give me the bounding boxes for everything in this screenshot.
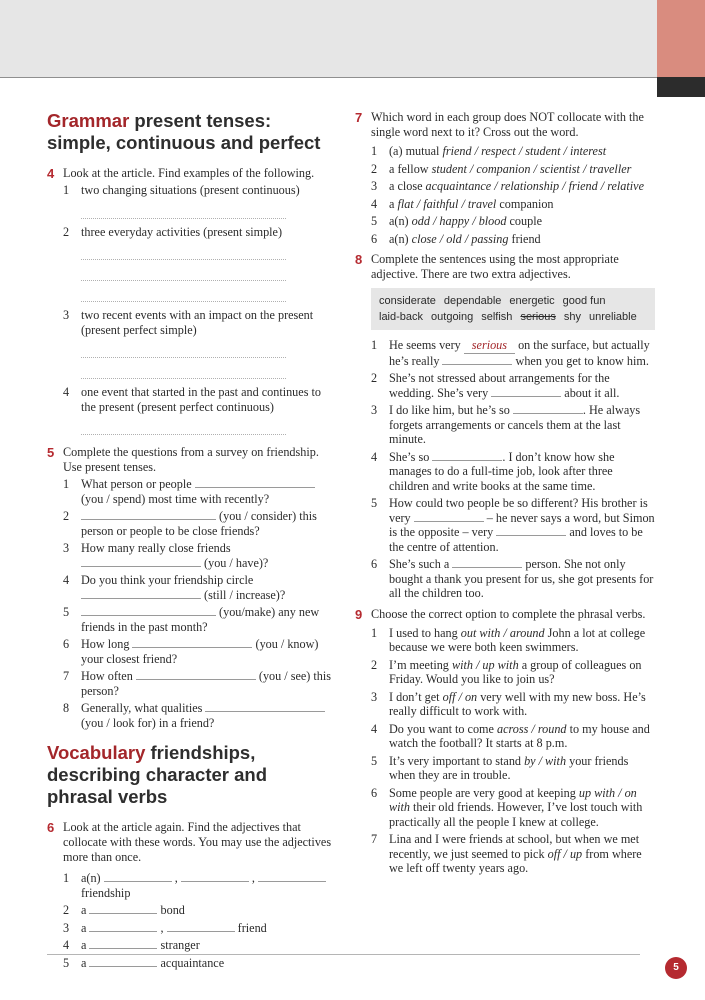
option-group[interactable]: flat / faithful / travel (397, 196, 497, 211)
item-text: a (389, 196, 398, 211)
item-text: Do you think your friendship circle (81, 573, 254, 587)
exercise-6 (47, 820, 337, 970)
vocabulary-heading-keyword: Vocabulary (47, 742, 146, 763)
word-box-word: shy (563, 311, 582, 323)
exercise-number: 5 (47, 445, 55, 460)
item-text: Some people are very good at keeping (389, 785, 579, 800)
item-text: a group of colleagues on Friday. Would you like to join us? (389, 657, 642, 686)
answer-blank[interactable] (81, 605, 216, 616)
exercise-5-list (63, 477, 337, 730)
item-number: 3 (371, 689, 378, 704)
word-box-word: energetic (509, 295, 555, 307)
item-text: He seems very (389, 338, 464, 352)
item-number: 4 (63, 938, 70, 952)
item-text: about it all. (561, 385, 620, 400)
list-item (371, 658, 655, 687)
list-item (63, 903, 337, 918)
page-number: 5 (665, 957, 687, 979)
item-text: three everyday activities (present simple) (81, 224, 283, 239)
item-text: and loves to be the centre of attention. (389, 525, 643, 554)
vocabulary-heading-topic: friendships, describing character and phrasal verbs (47, 742, 268, 807)
item-text: (a) mutual (389, 144, 443, 158)
answer-line[interactable] (81, 239, 286, 260)
list-item: 1 a(n) , , friendship (63, 871, 337, 900)
exercise-8-list (371, 338, 655, 601)
item-text: a fellow (389, 161, 432, 176)
exercise-4 (47, 166, 337, 435)
list-item (371, 197, 655, 212)
item-text: to my house and watch the football? It starts at 8 p.m. (389, 721, 650, 750)
item-text: acquaintance (160, 955, 225, 970)
exercise-5 (47, 445, 337, 730)
item-text: (you / consider) this person or people to be close friends? (81, 509, 317, 538)
list-item (371, 214, 655, 229)
list-item (63, 956, 337, 971)
item-number: 2 (63, 903, 70, 917)
list-item (63, 385, 337, 435)
item-number: 1 (371, 144, 378, 158)
word-box-word: outgoing (431, 311, 474, 323)
item-number: 2 (63, 509, 70, 523)
option-group[interactable]: by / with (524, 753, 567, 768)
item-number: 7 (63, 669, 70, 683)
option-group[interactable]: off / up (547, 846, 583, 861)
item-number: 8 (63, 701, 70, 715)
item-text: I do like him, but he’s so (389, 403, 513, 417)
option-group[interactable]: student / companion / scientist / traveller (431, 161, 632, 176)
list-item (371, 403, 655, 447)
item-text: from where we left off twenty years ago. (389, 846, 642, 875)
item-number: 1 (371, 625, 378, 640)
answer-blank[interactable] (81, 588, 201, 599)
word-box-word: unreliable (589, 311, 637, 323)
option-group[interactable]: with / up with (451, 657, 519, 672)
exercise-number: 9 (355, 606, 363, 622)
word-box-row (379, 309, 647, 325)
item-text: (you/make) any new friends in the past month? (81, 605, 320, 634)
answer-blank[interactable] (89, 956, 157, 967)
list-item (371, 162, 655, 177)
item-number: 6 (371, 557, 378, 571)
exercise-number: 7 (355, 110, 363, 125)
answer-blank[interactable] (513, 403, 583, 414)
item-text: (you / have)? (204, 555, 269, 570)
list-item (371, 338, 655, 368)
answer-blank[interactable] (81, 509, 216, 520)
item-number: 4 (63, 385, 70, 399)
answer-blank[interactable] (496, 525, 566, 536)
list-item (371, 786, 655, 830)
item-number: 4 (63, 573, 70, 587)
list-item (371, 179, 655, 194)
item-text: friend (508, 231, 541, 246)
item-text: – he never says a word, but Simon is the opposite – very (389, 510, 655, 539)
item-text: companion (496, 196, 554, 211)
item-text: a (81, 938, 87, 952)
item-text: How often (81, 669, 133, 683)
item-text: when you get to know him. (512, 353, 649, 368)
list-item: 3 a , friend (63, 920, 267, 935)
exercise-instruction: Choose the correct option to complete the phrasal verbs. (371, 606, 646, 621)
word-box-word: laid-back (379, 311, 424, 323)
answer-blank[interactable] (432, 450, 502, 461)
item-text: How long (81, 637, 130, 651)
item-text: Generally, what qualities (81, 701, 203, 715)
answer-line[interactable] (81, 358, 286, 379)
answer-blank[interactable] (89, 938, 157, 949)
exercise-number: 8 (355, 252, 363, 267)
option-group[interactable]: across / round (496, 721, 567, 736)
item-number: 3 (63, 541, 70, 555)
exercise-instruction: Which word in each group does NOT collocate with the single word next to it? Cross out the word. (371, 110, 644, 139)
item-text: How could two people be so different? His brother is very (389, 496, 648, 525)
list-item (63, 605, 337, 634)
item-text: (still / increase)? (204, 587, 286, 602)
exercise-9 (355, 607, 655, 876)
list-item (371, 450, 655, 494)
item-text: couple (506, 214, 543, 228)
item-text: stranger (160, 938, 200, 952)
word-box-word: good fun (562, 295, 606, 307)
item-number: 5 (371, 214, 378, 228)
exercise-instruction: Complete the sentences using the most appropriate adjective. There are two extra adjectives. (371, 252, 619, 281)
item-number: 4 (371, 721, 378, 736)
item-text: I don’t get (389, 689, 443, 704)
item-text: on the surface, but actually he’s really (389, 338, 650, 368)
item-text: friendship (81, 885, 131, 900)
list-item (371, 626, 655, 655)
item-text: their old friends. However, I’ve lost touch with practically all the people I knew at college. (389, 800, 643, 829)
list-item (63, 541, 337, 570)
item-number: 1 (63, 871, 70, 885)
item-text: She’s not stressed about arrangements for the wedding. She’s very (389, 371, 610, 400)
list-item (371, 371, 655, 400)
answer-blank[interactable] (195, 477, 315, 488)
item-text: a close (389, 179, 426, 193)
answer-blank[interactable] (414, 511, 484, 522)
item-number: 5 (63, 955, 70, 970)
answer-blank[interactable] (167, 921, 235, 932)
item-text: What person or people (81, 477, 192, 491)
item-text: a (81, 955, 87, 970)
item-number: 2 (371, 161, 378, 176)
word-box-row (379, 293, 647, 309)
grammar-heading (47, 110, 337, 154)
exercise-instruction: Look at the article. Find examples of the following. (63, 166, 315, 180)
list-item (63, 637, 337, 666)
item-text: person. She not only bought a thank you present for us, she got presents for all the children too. (389, 557, 654, 600)
answer-blank[interactable] (104, 871, 172, 882)
answer-line[interactable] (81, 414, 286, 435)
item-text: one event that started in the past and continues to the present (present perfect continuous) (81, 385, 321, 414)
answer-blank[interactable] (181, 871, 249, 882)
list-item (63, 225, 337, 303)
item-number: 5 (63, 605, 70, 619)
list-item (371, 232, 655, 247)
list-item (371, 754, 655, 783)
answer-blank[interactable] (89, 903, 157, 914)
item-text: How many really close friends (81, 541, 231, 555)
option-group[interactable]: off / on (442, 689, 478, 704)
grammar-heading-keyword: Grammar (47, 110, 130, 131)
exercise-8 (355, 252, 655, 601)
list-item (63, 573, 337, 602)
list-item (371, 144, 655, 159)
exercise-6-list (63, 871, 337, 970)
answer-line[interactable] (81, 281, 286, 302)
item-text: (you / spend) most time with recently? (81, 491, 270, 506)
answer-blank[interactable] (258, 871, 326, 882)
item-number: 1 (371, 338, 378, 352)
exercise-4-list (63, 183, 337, 435)
item-number: 2 (371, 371, 378, 385)
exercise-7 (355, 110, 655, 246)
answer-blank[interactable] (136, 669, 256, 680)
item-number: 5 (371, 753, 378, 768)
item-number: 4 (371, 196, 378, 211)
item-number: 3 (63, 920, 70, 935)
list-item (63, 701, 337, 730)
exercise-instruction: Look at the article again. Find the adjectives that collocate with these words. You may use the adjectives more than once. (63, 820, 332, 864)
option-group[interactable]: close / old / passing (411, 231, 509, 246)
item-number: 1 (63, 477, 70, 491)
exercise-number: 4 (47, 166, 55, 181)
item-text: bond (160, 903, 185, 917)
item-text: a(n) (81, 871, 101, 885)
option-group[interactable]: acquaintance / relationship / friend / relative (425, 179, 644, 193)
item-text: a(n) (389, 214, 412, 228)
item-text: two recent events with an impact on the present (present perfect simple) (81, 308, 314, 337)
item-text: very well with my new boss. He’s really difficult to work with. (389, 689, 646, 718)
list-item (371, 722, 655, 751)
item-number: 2 (371, 657, 378, 672)
list-item (63, 477, 337, 506)
grammar-heading-topic: present tenses: simple, continuous and perfect (47, 110, 321, 153)
item-text: your friends when they are in trouble. (389, 753, 629, 782)
answer-blank[interactable] (491, 386, 561, 397)
item-text: (you / look for) in a friend? (81, 715, 215, 730)
list-item (371, 557, 655, 601)
word-box-word: selfish (481, 311, 513, 323)
word-box-word: serious (520, 311, 556, 323)
item-number: 4 (371, 449, 378, 464)
list-item (63, 669, 337, 698)
list-item (63, 308, 337, 379)
item-text: a (81, 920, 87, 935)
vocabulary-heading (47, 742, 337, 808)
answer-line[interactable] (81, 337, 286, 358)
option-group[interactable]: out with / around (460, 625, 545, 640)
header-rule (0, 77, 705, 78)
item-text: (you / see) this person? (81, 669, 331, 698)
exercise-7-list (371, 144, 655, 246)
item-text: Lina and I were friends at school, but when we met recently, we just seemed to pick (389, 832, 640, 861)
item-number: 6 (371, 231, 378, 246)
item-text: I used to hang (389, 625, 461, 640)
exercise-instruction: Complete the questions from a survey on friendship. Use present tenses. (63, 445, 319, 474)
option-group[interactable]: up with / on with (389, 785, 637, 814)
item-text: She’s so (389, 449, 433, 464)
right-column (355, 110, 655, 879)
item-text: I’m meeting (389, 657, 452, 672)
item-number: 6 (63, 637, 70, 651)
answer-blank[interactable] (452, 557, 522, 568)
item-number: 6 (371, 785, 378, 800)
item-text: . He always forgets arrangements or cancels them at the last minute. (389, 403, 641, 446)
header-band (0, 0, 657, 77)
word-box-word: dependable (443, 295, 502, 307)
example-answer: serious (464, 338, 515, 354)
list-item (63, 509, 337, 538)
word-box (371, 288, 655, 330)
item-text: (you / know) your closest friend? (81, 637, 319, 666)
answer-blank[interactable] (205, 701, 325, 712)
item-text: a(n) (389, 231, 412, 246)
answer-line[interactable] (81, 198, 286, 219)
item-number: 3 (63, 308, 70, 322)
exercise-number: 6 (47, 820, 55, 835)
list-item (371, 832, 655, 876)
list-item (371, 496, 655, 554)
item-text: She’s such a (389, 557, 453, 571)
left-column (47, 110, 337, 973)
answer-blank[interactable] (81, 556, 201, 567)
item-text: John a lot at college because we were both keen swimmers. (389, 625, 646, 654)
item-text: two changing situations (present continuous) (81, 183, 300, 197)
item-number: 3 (371, 403, 378, 417)
item-number: 7 (371, 832, 378, 846)
list-item (63, 938, 337, 953)
item-number: 5 (371, 496, 378, 510)
item-text: Do you want to come (389, 721, 497, 736)
item-text: It’s very important to stand (389, 753, 525, 768)
answer-line[interactable] (81, 260, 286, 281)
list-item (63, 183, 337, 219)
answer-blank[interactable] (442, 354, 512, 365)
corner-dark-bar (657, 77, 705, 97)
item-text: . I don’t know how she manages to do a full-time job, look after three children and write books at the same time. (389, 449, 615, 493)
answer-blank[interactable] (89, 921, 157, 932)
option-group[interactable]: odd / happy / blood (411, 214, 507, 228)
footer-rule (47, 954, 640, 955)
item-text: a (81, 903, 87, 917)
corner-block (657, 0, 705, 77)
option-group[interactable]: friend / respect / student / interest (442, 144, 607, 158)
exercise-9-list (371, 626, 655, 876)
answer-blank[interactable] (132, 637, 252, 648)
item-number: 2 (63, 224, 70, 239)
word-box-word: considerate (379, 295, 436, 307)
item-number: 3 (371, 179, 378, 193)
item-text: friend (237, 920, 267, 935)
item-number: 1 (63, 183, 70, 197)
list-item (371, 690, 655, 719)
